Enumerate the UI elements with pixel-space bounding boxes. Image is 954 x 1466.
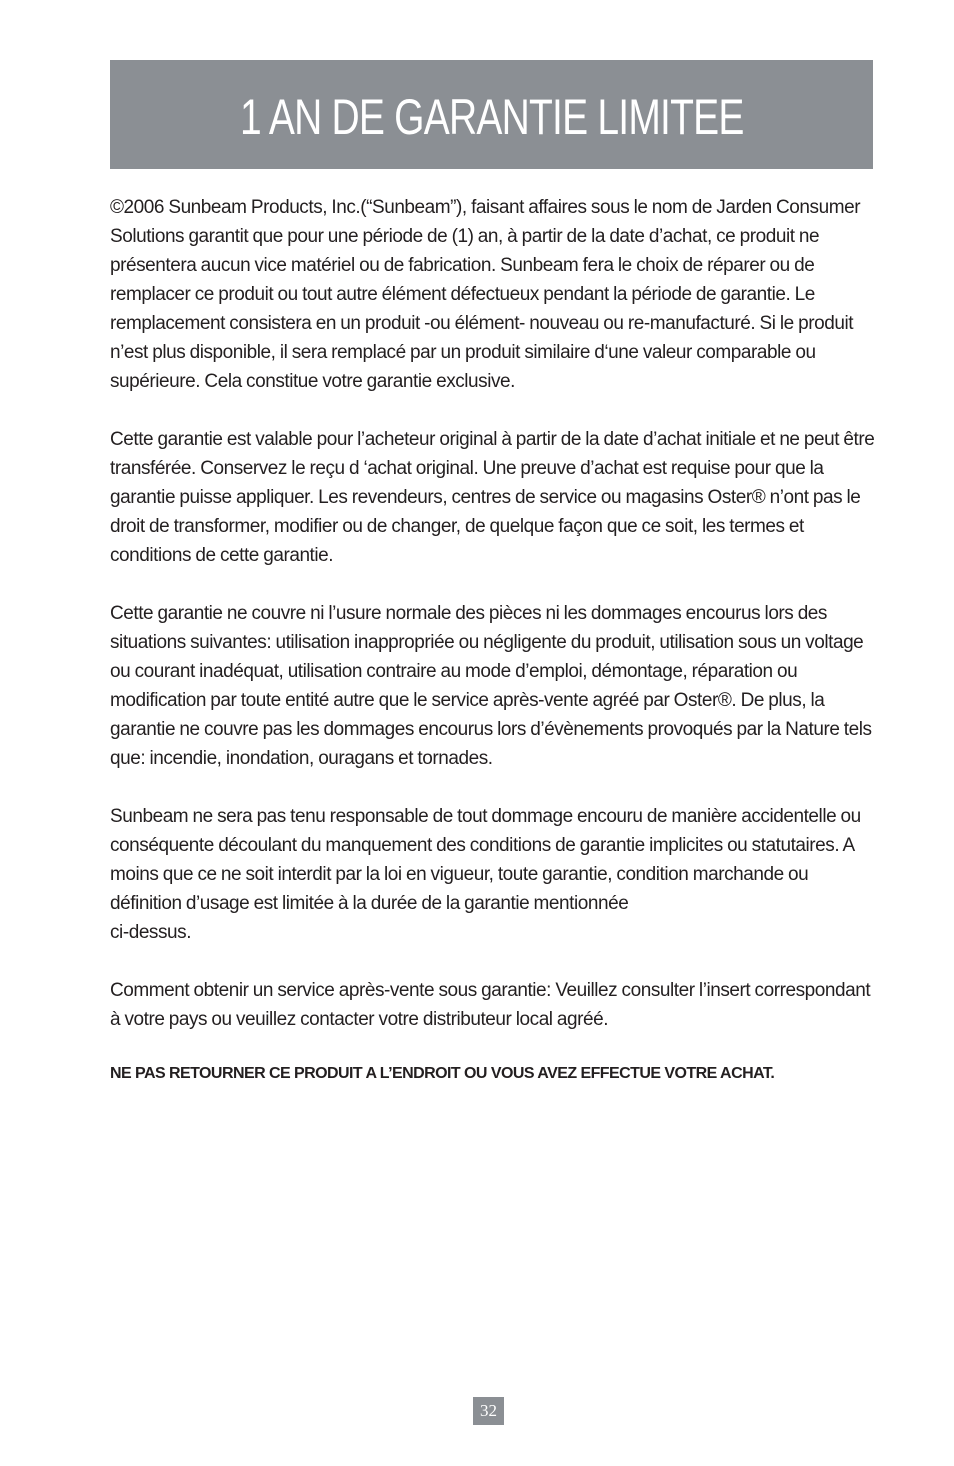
warranty-paragraph-4-tail: ci-dessus.	[110, 922, 192, 943]
page-number: 32	[473, 1397, 504, 1425]
warranty-paragraph-1: ©2006 Sunbeam Products, Inc.(“Sunbeam”), faisant affaires sous le nom de Jarden Consumer Solutions garantit que pour une période de (1) an, à partir de la date d’achat, ce produit ne présentera aucun vice matériel ou de fabrication. Sunbeam fera le choix de réparer ou de remplacer ce produit ou tout autre élément défectueux pendant la période de garantie. Le remplacement consistera en un produit -ou élément- nouveau ou re-manufacturé. Si le produit n’est plus disponible, il sera remplacé par un produit similaire d‘une valeur comparable ou supérieure. Cela constitue votre garantie exclusive.	[110, 197, 861, 392]
warranty-paragraph-5: Comment obtenir un service après-vente sous garantie: Veuillez consulter l’insert correspondant à votre pays ou veuillez contacter votre distributeur local agréé.	[110, 980, 871, 1030]
title-banner	[110, 60, 873, 169]
page-title: 1 AN DE GARANTIE LIMITEE	[239, 88, 744, 145]
warranty-paragraph-2: Cette garantie est valable pour l’acheteur original à partir de la date d’achat initiale et ne peut être transférée. Conservez le reçu d ‘achat original. Une preuve d’achat est requise pour que la garantie puisse appliquer. Les revendeurs, centres de service ou magasins Oster® n’ont pas le droit de transformer, modifier ou de changer, de quelque façon que ce soit, les termes et conditions de cette garantie.	[110, 429, 875, 566]
return-notice: NE PAS RETOURNER CE PRODUIT A L’ENDROIT OU VOUS AVEZ EFFECTUE VOTRE ACHAT.	[110, 1065, 775, 1082]
warranty-paragraph-4	[110, 802, 880, 947]
warranty-content	[110, 193, 880, 1085]
warranty-paragraph-3: Cette garantie ne couvre ni l’usure normale des pièces ni les dommages encourus lors des situations suivantes: utilisation inappropriée ou négligente du produit, utilisation sous un voltage ou courant inadéquat, utilisation contraire au mode d’emploi, démontage, réparation ou modification par toute entité autre que le service après-vente agréé par Oster®. De plus, la garantie ne couvre pas les dommages encourus lors d’évènements provoqués par la Nature tels que: incendie, inondation, ouragans et tornades.	[110, 603, 872, 769]
warranty-paragraph-4-text: Sunbeam ne sera pas tenu responsable de tout dommage encouru de manière accidentelle ou conséquente découlant du manquement des conditions de garantie implicites ou statutaires. A moins que ce ne soit interdit par la loi en vigueur, toute garantie, condition marchande ou définition d’usage est limitée à la durée de la garantie mentionnée	[110, 806, 861, 914]
